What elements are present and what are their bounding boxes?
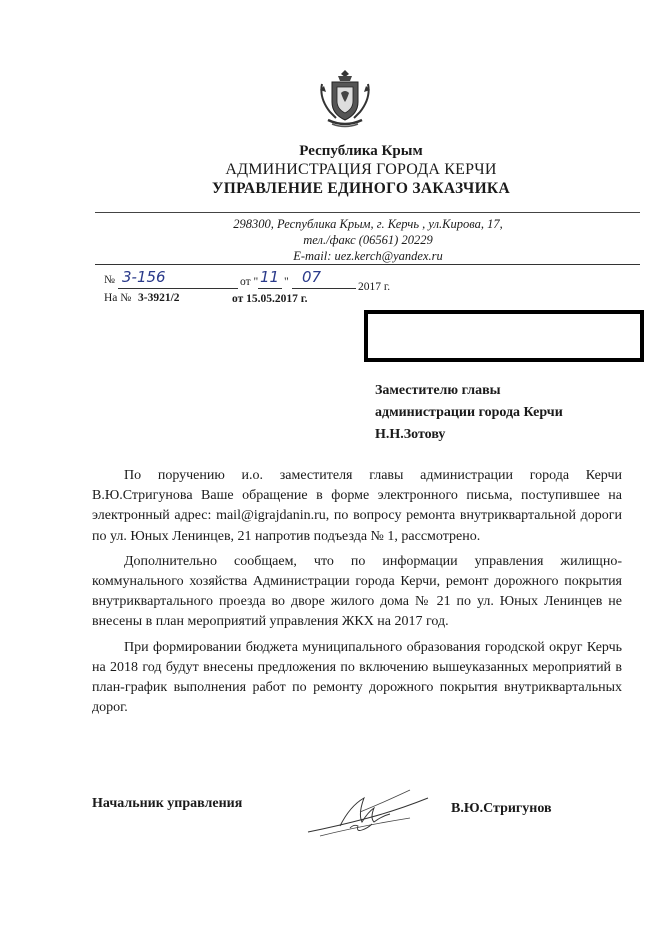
address-divider	[95, 264, 640, 265]
reply-prefix: На №	[104, 292, 132, 304]
reply-no: 3-3921/2	[138, 292, 180, 304]
header-department: УПРАВЛЕНИЕ ЕДИНОГО ЗАКАЗЧИКА	[212, 180, 510, 197]
ref-no-field	[118, 270, 238, 289]
reply-date: от 15.05.2017 г.	[232, 293, 308, 305]
header-republic: Республика Крым	[299, 143, 423, 159]
header-administration: АДМИНИСТРАЦИЯ ГОРОДА КЕРЧИ	[225, 161, 497, 178]
ref-date-prefix: от "	[240, 276, 259, 288]
address-line-3: E-mail: uez.kerch@yandex.ru	[293, 249, 443, 263]
signature-title: Начальник управления	[92, 796, 243, 811]
body-paragraph-3: При формировании бюджета муниципального образования городской округ Керчь на 2018 год будут внесены предложения по включению вышеуказанных мероприятий в план-график выполнения работ по ремонту дорожного покрытия внутриквартальных дорог.	[92, 639, 622, 716]
address-line-2: тел./факс (06561) 20229	[303, 233, 433, 247]
ref-day-field	[258, 270, 282, 289]
ref-year: 2017 г.	[358, 281, 391, 293]
ref-no-value: 3-156	[122, 268, 166, 286]
ref-month-value: 07	[302, 268, 322, 286]
redacted-box	[364, 310, 644, 362]
ref-no-prefix: №	[104, 274, 115, 286]
address-line-1: 298300, Республика Крым, г. Керчь , ул.Кирова, 17,	[233, 217, 503, 231]
coat-of-arms-icon	[318, 68, 372, 130]
letter-body	[92, 466, 622, 723]
body-paragraph-1: По поручению и.о. заместителя главы администрации города Керчи В.Ю.Стригунова Ваше обращение в форме электронного письма, поступившее на электронный адрес: mail@igrajdanin.ru, по вопросу ремонта внутриквартальной дороги по ул. Юных Ленинцев, 21 напротив подъезда № 1, рассмотрено.	[92, 468, 622, 544]
header-divider	[95, 212, 640, 213]
ref-month-field	[292, 270, 356, 289]
addressee-line-2: администрации города Керчи	[375, 405, 563, 420]
addressee-block	[375, 380, 645, 446]
ref-date-mid: "	[284, 276, 289, 288]
body-paragraph-2: Дополнительно сообщаем, что по информации управления жилищно-коммунального хозяйства Администрации города Керчи, ремонт дорожного покрытия внутриквартального проезда во дворе жилого дома № 21 по ул. Юных Ленинцев не внесены в план мероприятий управления ЖКХ на 2017 год.	[92, 553, 622, 630]
handwritten-signature	[300, 782, 440, 842]
addressee-line-3: Н.Н.Зотову	[375, 427, 446, 442]
addressee-line-1: Заместителю главы	[375, 383, 501, 398]
signature-name: В.Ю.Стригунов	[451, 801, 552, 816]
ref-day-value: 11	[260, 268, 280, 286]
